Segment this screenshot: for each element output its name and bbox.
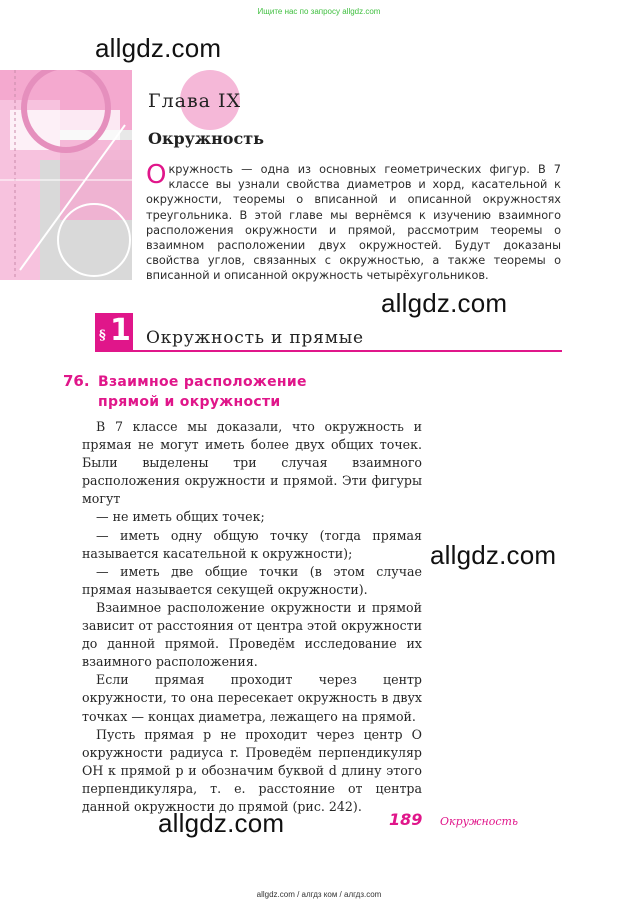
watermark: allgdz.com [95, 33, 222, 63]
paragraph: Если прямая проходит через центр окружности, то она пересекает окружность в двух точках — концах диаметра, лежащего на прямой. [82, 672, 422, 724]
item-number: 76. [63, 372, 90, 390]
section-sign: § [99, 328, 106, 343]
section-number: 1 [110, 313, 131, 348]
list-item: — иметь две общие точки (в этом случае прямая называется секущей окружности). [82, 563, 422, 597]
bottom-link[interactable]: allgdz.com / алгдз ком / алгдз.com [256, 890, 382, 899]
section-title: Окружность и прямые [146, 328, 364, 348]
chapter-title: Окружность [148, 129, 264, 148]
paragraph: Взаимное расположение окружности и прямой зависит от расстояния от центра этой окружности до данной прямой. Проведём исследование их взаимного расположения. [82, 599, 422, 670]
chapter-decoration [0, 70, 132, 280]
list-item: — иметь одну общую точку (тогда прямая называется касательной к окружности); [82, 527, 422, 561]
paragraph: В 7 классе мы доказали, что окружность и прямая не могут иметь более двух общих точек. Были выделены три случая взаимного расположения окружности и прямой. Эти фигуры могут [82, 419, 422, 507]
list-item: — не иметь общих точек; [96, 509, 265, 525]
running-title: Окружность [440, 815, 518, 828]
item-title-line1: Взаимное расположение [98, 374, 307, 390]
dropcap: О [146, 160, 167, 190]
paragraph: Пусть прямая p не проходит через центр O окружности радиуса r. Проведём перпендикуляр OH к прямой p и обозначим буквой d длину этого перпендикуляра, т. е. расстояние от центра данной окружности до прямой (рис. 242). [82, 726, 422, 814]
page-number: 189 [389, 810, 423, 829]
chapter-label: Глава IX [148, 90, 242, 112]
item-title-line2: прямой и окружности [98, 394, 281, 410]
watermark: allgdz.com [158, 808, 285, 838]
item-title [98, 372, 307, 412]
section-rule [95, 350, 562, 352]
intro-text: кружность — одна из основных геометрических фигур. В 7 классе вы узнали свойства диаметров и хорд, касательной к окружности, теоремы о вписанной и описанной окружностях треугольника. В этой главе мы вернёмся к изучению взаимного расположения окружности и прямой, рассмотрим теоремы о взаимном расположении двух окружностей. Будут доказаны свойства углов, связанных с окружностью, а также теоремы о вписанной и описанной окружность четырёхугольников. [146, 163, 561, 283]
top-link[interactable]: Ищите нас по запросу allgdz.com [257, 7, 381, 16]
watermark: allgdz.com [381, 288, 508, 318]
watermark: allgdz.com [430, 540, 557, 570]
body-text [82, 418, 422, 816]
chapter-intro [146, 162, 561, 284]
section-badge [95, 313, 133, 351]
